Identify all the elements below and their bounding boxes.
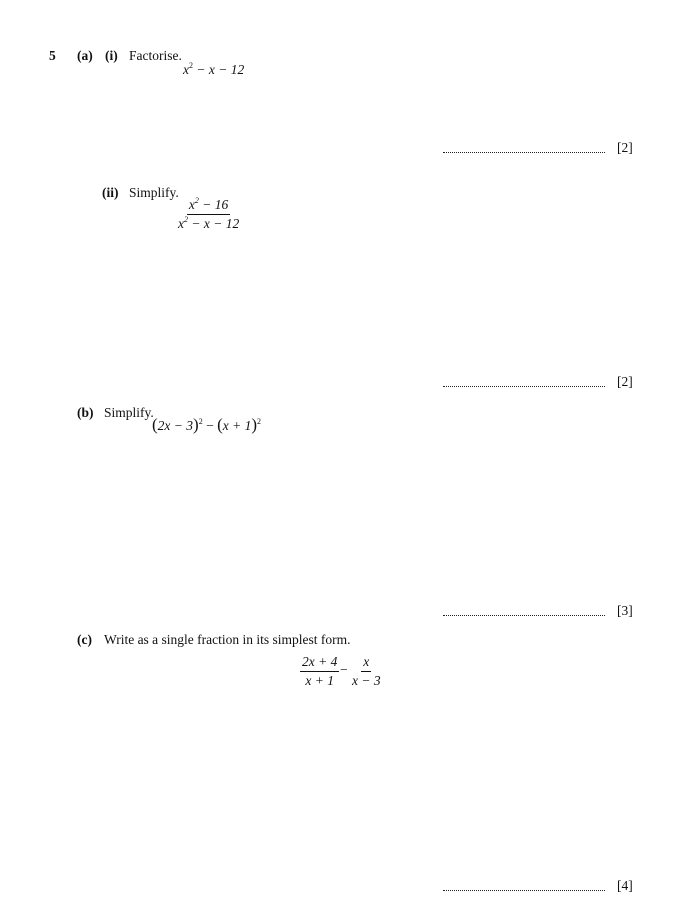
part-b-term2-open: ( [217,415,223,434]
part-a-ii-instruction: Simplify. [129,185,179,200]
part-a-ii-fraction [176,197,241,232]
marks-a-i: [2] [617,140,633,155]
marks-c: [4] [617,878,633,893]
part-b-minus: − [202,418,218,433]
part-b-instruction: Simplify. [104,405,154,420]
part-c-fraction-1 [300,654,339,689]
answer-line-a-i[interactable] [443,151,605,153]
part-b-term2-close: ) [251,415,258,434]
part-b-term1-inner: 2x − 3 [157,418,194,433]
part-a-ii-numerator [187,197,230,215]
part-b-label: (b) [77,405,94,420]
marks-b: [3] [617,603,633,618]
part-c-instruction: Write as a single fraction in its simplest form. [104,632,351,647]
part-c-label: (c) [77,632,92,647]
part-a-ii-num-base: x [188,197,195,212]
part-a-i-expression [183,62,244,78]
part-b-term2-power: 2 [257,417,262,426]
marks-a-ii: [2] [617,374,633,389]
part-a-ii-den-rest: − x − 12 [188,216,240,231]
part-c-fraction-2 [350,654,383,689]
part-a-i-label: (i) [105,48,118,63]
answer-line-c[interactable] [443,889,605,891]
question-number: 5 [49,48,56,63]
part-a-ii-den-base: x [178,216,184,231]
part-a-label: (a) [77,48,93,63]
answer-line-a-ii[interactable] [443,385,605,387]
answer-line-b[interactable] [443,614,605,616]
part-c-operator: − [340,662,348,677]
part-a-ii-num-rest: − 16 [198,197,229,212]
part-b-term1-open: ( [152,415,158,434]
part-c-frac2-denominator: x − 3 [352,673,381,688]
part-a-i-expr-power: 2 [189,61,193,70]
part-a-i-instruction: Factorise. [129,48,182,63]
part-c-frac1-numerator: 2x + 4 [300,654,339,672]
part-a-ii-denominator [176,215,241,232]
part-a-i-expr-base: x [183,62,189,77]
part-b-expression [152,415,261,435]
part-a-ii-num-power: 2 [194,196,199,205]
part-b-term1-close: ) [193,415,199,434]
part-b-term1-power: 2 [198,417,203,426]
part-c-frac1-denominator: x + 1 [305,673,334,688]
part-a-ii-label: (ii) [102,185,119,200]
part-a-ii-den-power: 2 [184,215,188,224]
part-a-i-expr-rest: − x − 12 [193,62,245,77]
part-c-frac2-numerator: x [361,654,371,672]
part-b-term2-inner: x + 1 [222,418,252,433]
